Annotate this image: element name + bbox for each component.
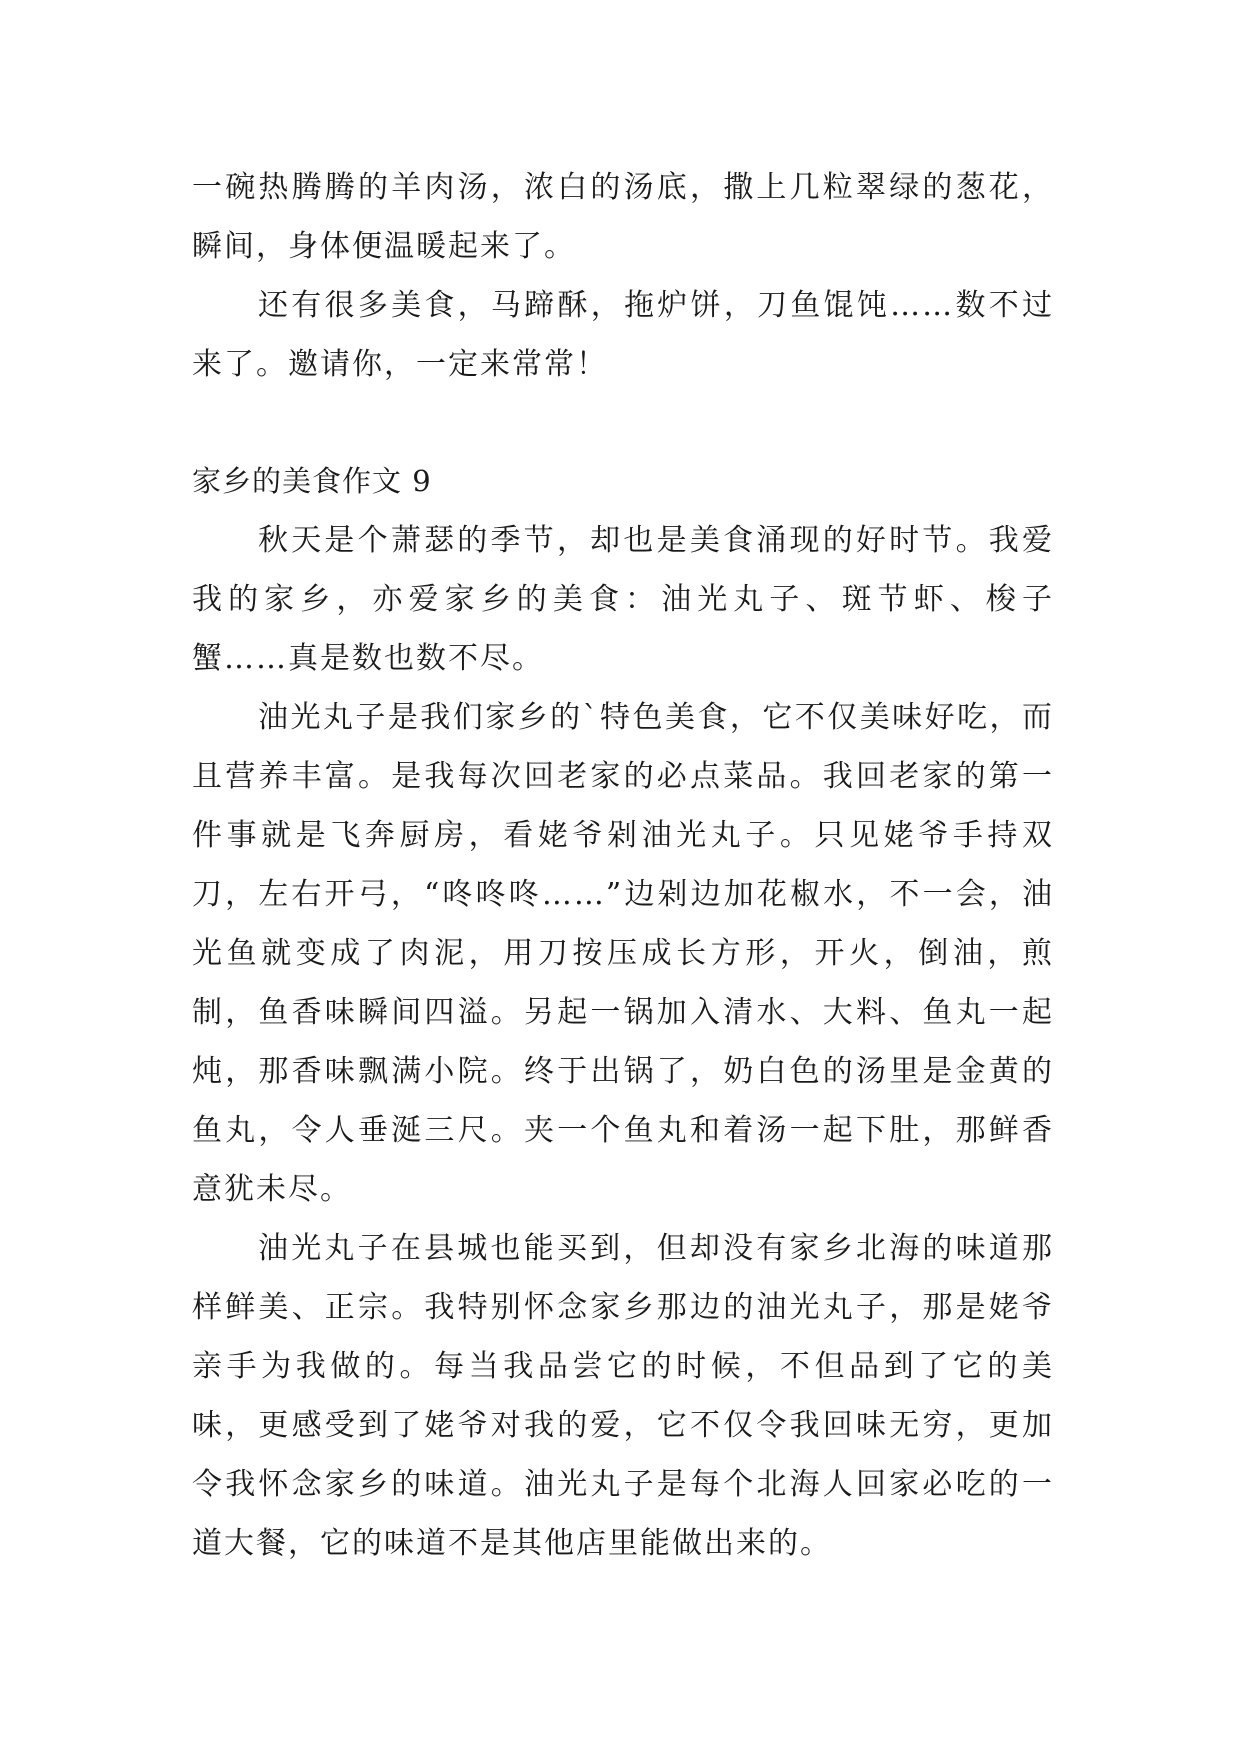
paragraph: 秋天是个萧瑟的季节，却也是美食涌现的好时节。我爱我的家乡，亦爱家乡的美食：油光丸子、斑节虾、梭子蟹……真是数也数不尽。 [192, 523, 1054, 676]
paragraph: 油光丸子在县城也能买到，但却没有家乡北海的味道那样鲜美、正宗。我特别怀念家乡那边的油光丸子，那是姥爷亲手为我做的。每当我品尝它的时候，不但品到了它的美味，更感受到了姥爷对我的爱，它不仅令我回味无穷，更加令我怀念家乡的味道。油光丸子是每个北海人回家必吃的一道大餐，它的味道不是其他店里能做出来的。 [192, 1231, 1054, 1561]
paragraph: 一碗热腾腾的羊肉汤，浓白的汤底，撒上几粒翠绿的葱花，瞬间，身体便温暖起来了。 [192, 170, 1054, 264]
paragraph: 还有很多美食，马蹄酥，拖炉饼，刀鱼馄饨……数不过来了。邀请你，一定来常常！ [192, 288, 1054, 382]
article-title: 家乡的美食作文 9 [192, 464, 432, 498]
continued-text-section [192, 158, 1054, 394]
paragraph: 油光丸子是我们家乡的`特色美食，它不仅美味好吃，而且营养丰富。是我每次回老家的必点菜品。我回老家的第一件事就是飞奔厨房，看姥爷剁油光丸子。只见姥爷手持双刀，左右开弓，“咚咚咚……”边剁边加花椒水，不一会，油光鱼就变成了肉泥，用刀按压成长方形，开火，倒油，煎制，鱼香味瞬间四溢。另起一锅加入清水、大料、鱼丸一起炖，那香味飘满小院。终于出锅了，奶白色的汤里是金黄的鱼丸，令人垂涎三尺。夹一个鱼丸和着汤一起下肚，那鲜香意犹未尽。 [192, 700, 1054, 1207]
article-section [192, 452, 1054, 1573]
